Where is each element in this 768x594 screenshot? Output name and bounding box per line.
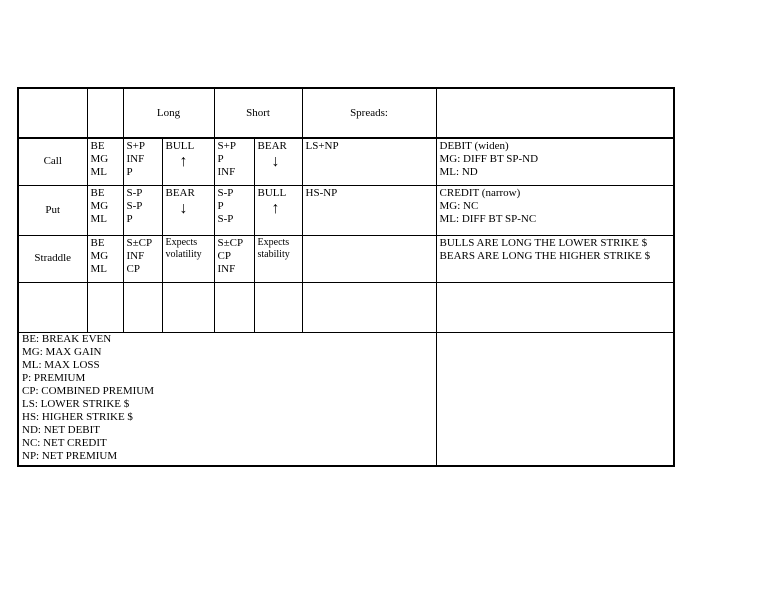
- empty-cell: [214, 282, 254, 332]
- value: P: [217, 153, 224, 165]
- put-short-view: [254, 185, 302, 235]
- straddle-notes: [436, 235, 674, 282]
- call-long-values: [123, 138, 162, 185]
- market-view: BEAR: [257, 140, 287, 152]
- call-row: [18, 138, 674, 185]
- value: S±CP: [126, 236, 153, 249]
- up-arrow-icon: ↑: [179, 153, 188, 170]
- straddle-short-values: [214, 235, 254, 282]
- straddle-spread: [302, 235, 436, 282]
- value: CP: [126, 262, 140, 275]
- empty-cell: [254, 282, 302, 332]
- corner-cell: [18, 88, 87, 138]
- note: ML: ND: [439, 166, 478, 178]
- value: S-P: [126, 186, 143, 199]
- call-notes: [436, 138, 674, 185]
- market-view: volatility: [165, 248, 202, 260]
- value: S+P: [217, 140, 236, 152]
- term: BE: [90, 140, 105, 152]
- header-row: [18, 88, 674, 138]
- legend-item: BE: BREAK EVEN: [22, 332, 112, 345]
- empty-row: [18, 282, 674, 332]
- spreads-header: Spreads:: [302, 88, 436, 138]
- term: ML: [90, 212, 107, 225]
- value: P: [126, 212, 133, 225]
- market-view: BULL: [257, 186, 287, 199]
- note: ML: DIFF BT SP-NC: [439, 212, 537, 225]
- straddle-long-values: [123, 235, 162, 282]
- long-header: Long: [123, 88, 214, 138]
- market-view: BEAR: [165, 186, 195, 199]
- value: INF: [126, 249, 145, 262]
- empty-cell: [436, 282, 674, 332]
- legend-item: ND: NET DEBIT: [22, 423, 101, 436]
- term: MG: [90, 153, 109, 165]
- legend-item: HS: HIGHER STRIKE $: [22, 410, 133, 423]
- put-row: [18, 185, 674, 235]
- empty-cell: [162, 282, 214, 332]
- value: S-P: [217, 212, 234, 225]
- call-short-view: [254, 138, 302, 185]
- call-short-values: [214, 138, 254, 185]
- straddle-terms: [87, 235, 123, 282]
- straddle-row: [18, 235, 674, 282]
- note: CREDIT (narrow): [439, 186, 521, 199]
- put-spread: HS-NP: [302, 185, 436, 235]
- value: P: [217, 199, 224, 212]
- legend-item: P: PREMIUM: [22, 371, 86, 384]
- down-arrow-icon: ↓: [179, 199, 188, 217]
- value: INF: [217, 166, 236, 178]
- put-long-values: [123, 185, 162, 235]
- term: ML: [90, 262, 107, 275]
- empty-cell: [87, 282, 123, 332]
- market-view: Expects: [165, 236, 198, 248]
- call-label: Call: [18, 138, 87, 185]
- call-terms: [87, 138, 123, 185]
- value: S-P: [126, 199, 143, 212]
- empty-cell: [302, 282, 436, 332]
- call-spread: LS+NP: [302, 138, 436, 185]
- note: BULLS ARE LONG THE LOWER STRIKE $: [439, 236, 648, 249]
- market-view: BULL: [165, 140, 195, 152]
- note: DEBIT (widen): [439, 140, 509, 152]
- market-view: Expects: [257, 236, 290, 248]
- legend-item: ML: MAX LOSS: [22, 358, 100, 371]
- term: MG: [90, 249, 109, 262]
- legend-side-cell: [436, 332, 674, 466]
- note: MG: DIFF BT SP-ND: [439, 153, 539, 165]
- value: INF: [217, 262, 236, 275]
- legend-item: NP: NET PREMIUM: [22, 449, 118, 462]
- value: S+P: [126, 140, 145, 152]
- value: P: [126, 166, 133, 178]
- short-header: Short: [214, 88, 302, 138]
- legend-item: NC: NET CREDIT: [22, 436, 107, 449]
- up-arrow-icon: ↑: [271, 199, 280, 217]
- notes-header-cell: [436, 88, 674, 138]
- down-arrow-icon: ↓: [271, 153, 280, 170]
- note: BEARS ARE LONG THE HIGHER STRIKE $: [439, 249, 651, 262]
- put-label: Put: [18, 185, 87, 235]
- term: ML: [90, 166, 107, 178]
- legend-item: CP: COMBINED PREMIUM: [22, 384, 155, 397]
- put-long-view: [162, 185, 214, 235]
- straddle-label: Straddle: [18, 235, 87, 282]
- empty-cell: [18, 282, 87, 332]
- legend-item: LS: LOWER STRIKE $: [22, 397, 130, 410]
- value: S-P: [217, 186, 234, 199]
- value: S±CP: [217, 236, 244, 249]
- put-short-values: [214, 185, 254, 235]
- put-notes: [436, 185, 674, 235]
- call-long-view: [162, 138, 214, 185]
- term: BE: [90, 186, 105, 199]
- straddle-short-view: [254, 235, 302, 282]
- empty-cell: [123, 282, 162, 332]
- straddle-long-view: [162, 235, 214, 282]
- value: INF: [126, 153, 145, 165]
- term: MG: [90, 199, 109, 212]
- legend-item: MG: MAX GAIN: [22, 345, 102, 358]
- market-view: stability: [257, 248, 290, 260]
- note: MG: NC: [439, 199, 479, 212]
- legend-row: [18, 332, 674, 466]
- abbreviation-legend: [18, 332, 436, 466]
- terms-header-cell: [87, 88, 123, 138]
- value: CP: [217, 249, 231, 262]
- options-strategy-table: [17, 87, 675, 467]
- put-terms: [87, 185, 123, 235]
- term: BE: [90, 236, 105, 249]
